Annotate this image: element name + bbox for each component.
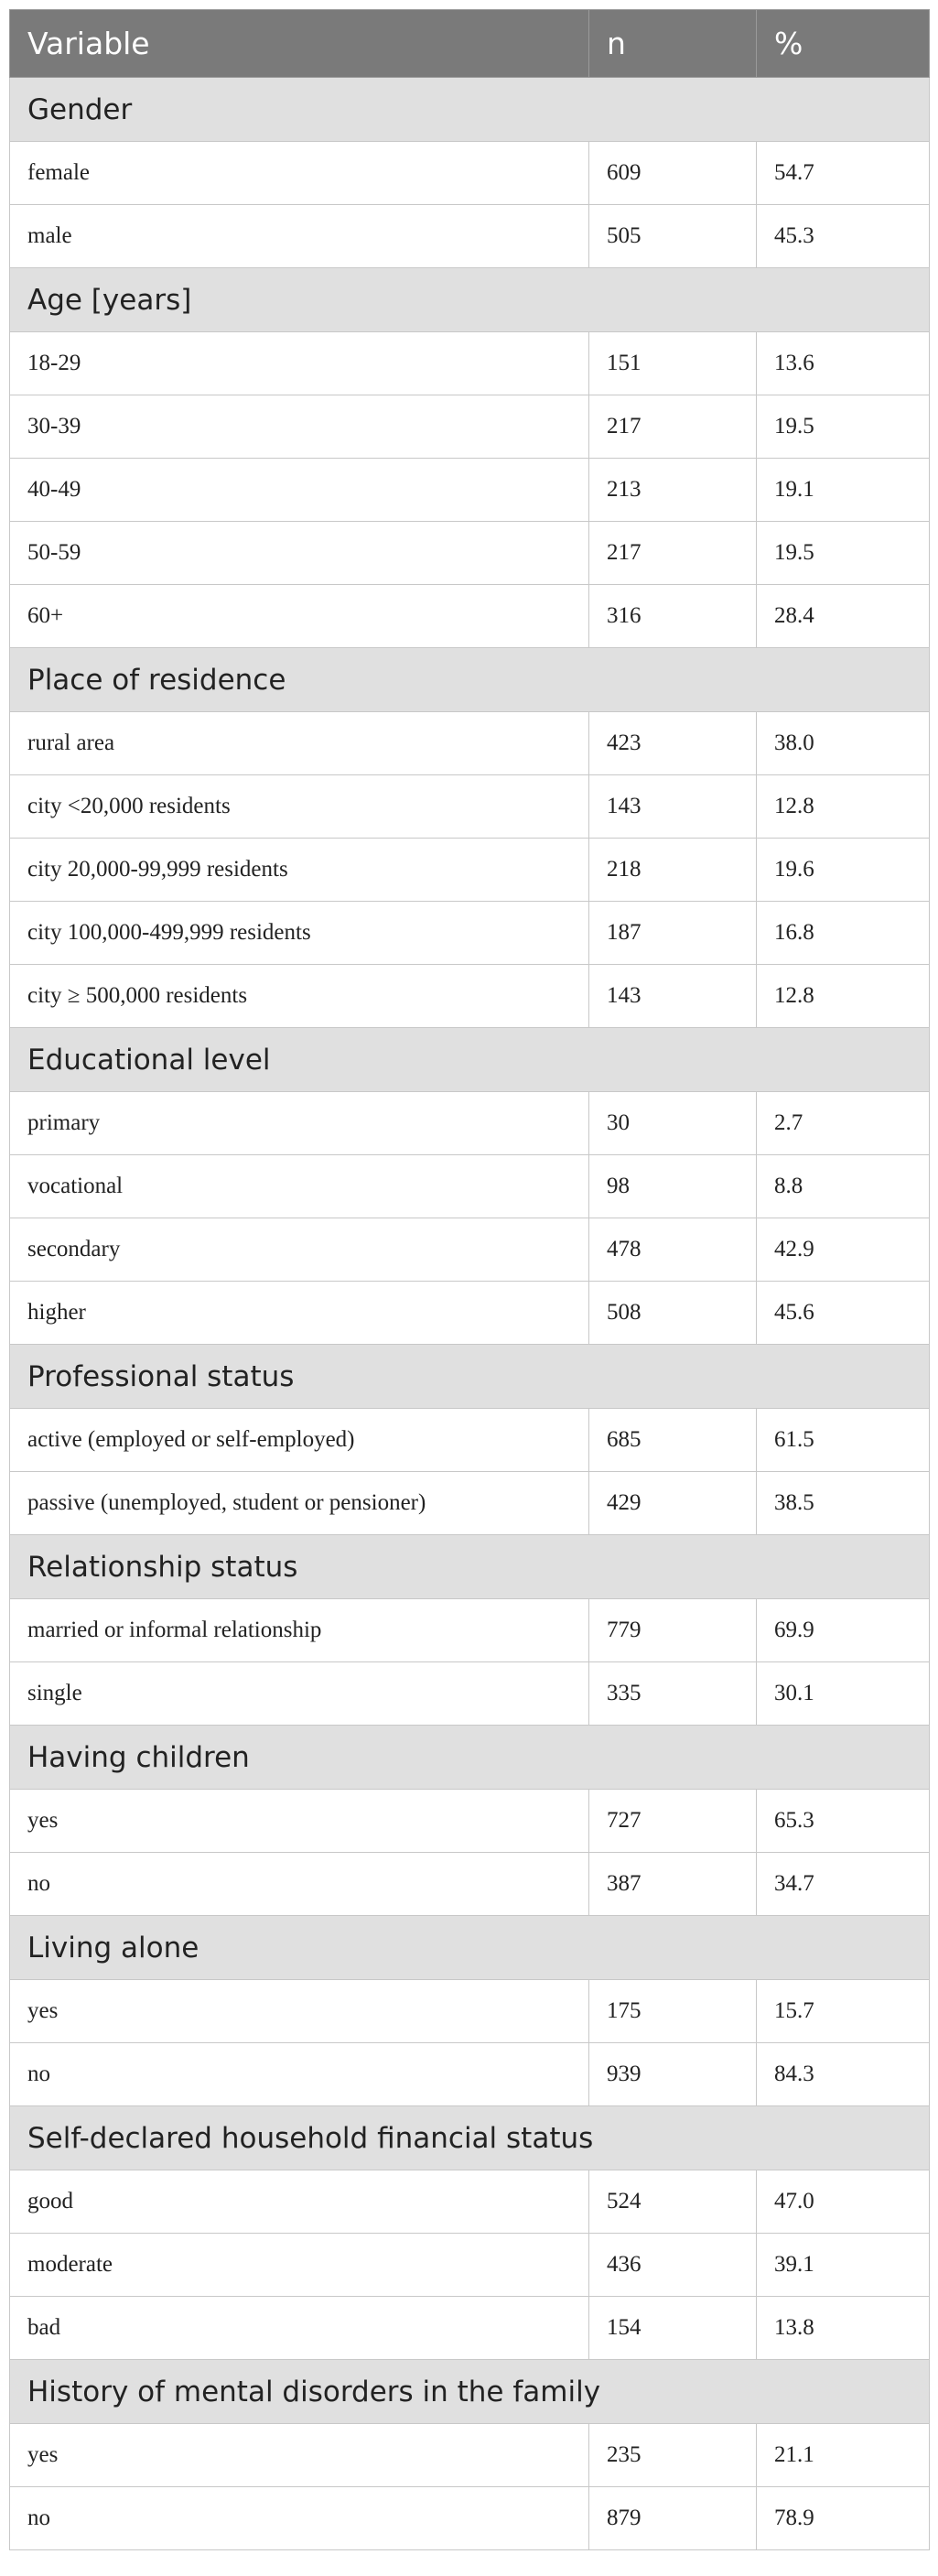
cell-variable: no — [10, 2487, 589, 2550]
section-title: Self-declared household financial status — [10, 2106, 930, 2170]
section-row — [10, 1726, 930, 1790]
cell-percent: 34.7 — [757, 1853, 930, 1916]
table-row — [10, 965, 930, 1028]
cell-n: 213 — [589, 459, 757, 522]
cell-variable: bad — [10, 2297, 589, 2360]
table-row — [10, 2424, 930, 2487]
cell-variable: city 20,000-99,999 residents — [10, 839, 589, 902]
cell-percent: 19.5 — [757, 522, 930, 585]
cell-n: 143 — [589, 775, 757, 839]
section-title: Educational level — [10, 1028, 930, 1092]
header-n: n — [589, 10, 757, 78]
cell-percent: 84.3 — [757, 2043, 930, 2106]
cell-n: 685 — [589, 1409, 757, 1472]
cell-n: 98 — [589, 1155, 757, 1218]
section-title: History of mental disorders in the family — [10, 2360, 930, 2424]
table-row — [10, 1662, 930, 1726]
section-title: Gender — [10, 78, 930, 142]
section-row — [10, 1535, 930, 1599]
cell-n: 429 — [589, 1472, 757, 1535]
cell-n: 187 — [589, 902, 757, 965]
table-row — [10, 1218, 930, 1282]
table-row — [10, 1409, 930, 1472]
cell-percent: 8.8 — [757, 1155, 930, 1218]
table-row — [10, 395, 930, 459]
cell-percent: 19.6 — [757, 839, 930, 902]
cell-variable: city 100,000-499,999 residents — [10, 902, 589, 965]
section-title: Age [years] — [10, 268, 930, 332]
table-row — [10, 2170, 930, 2234]
cell-percent: 39.1 — [757, 2234, 930, 2297]
cell-variable: male — [10, 205, 589, 268]
cell-n: 218 — [589, 839, 757, 902]
cell-variable: 50-59 — [10, 522, 589, 585]
cell-variable: no — [10, 2043, 589, 2106]
table-row — [10, 1092, 930, 1155]
cell-n: 387 — [589, 1853, 757, 1916]
table-row — [10, 205, 930, 268]
cell-variable: city <20,000 residents — [10, 775, 589, 839]
table-row — [10, 1155, 930, 1218]
cell-variable: secondary — [10, 1218, 589, 1282]
cell-percent: 45.6 — [757, 1282, 930, 1345]
cell-n: 436 — [589, 2234, 757, 2297]
cell-variable: passive (unemployed, student or pensioner) — [10, 1472, 589, 1535]
header-percent: % — [757, 10, 930, 78]
cell-n: 235 — [589, 2424, 757, 2487]
table-row — [10, 142, 930, 205]
cell-percent: 15.7 — [757, 1980, 930, 2043]
cell-percent: 13.6 — [757, 332, 930, 395]
table-row — [10, 1472, 930, 1535]
cell-percent: 19.5 — [757, 395, 930, 459]
cell-percent: 65.3 — [757, 1790, 930, 1853]
cell-n: 779 — [589, 1599, 757, 1662]
cell-n: 217 — [589, 395, 757, 459]
cell-percent: 69.9 — [757, 1599, 930, 1662]
section-row — [10, 1028, 930, 1092]
table-row — [10, 2487, 930, 2550]
cell-percent: 13.8 — [757, 2297, 930, 2360]
header-variable: Variable — [10, 10, 589, 78]
section-title: Professional status — [10, 1345, 930, 1409]
cell-n: 175 — [589, 1980, 757, 2043]
table-row — [10, 1599, 930, 1662]
section-title: Living alone — [10, 1916, 930, 1980]
cell-percent: 78.9 — [757, 2487, 930, 2550]
cell-n: 609 — [589, 142, 757, 205]
table-row — [10, 1282, 930, 1345]
demographics-table — [9, 9, 930, 2550]
cell-variable: 60+ — [10, 585, 589, 648]
table-row — [10, 2234, 930, 2297]
cell-variable: single — [10, 1662, 589, 1726]
section-row — [10, 2360, 930, 2424]
cell-n: 727 — [589, 1790, 757, 1853]
cell-percent: 16.8 — [757, 902, 930, 965]
section-title: Place of residence — [10, 648, 930, 712]
cell-variable: 40-49 — [10, 459, 589, 522]
table-row — [10, 2043, 930, 2106]
cell-variable: rural area — [10, 712, 589, 775]
table-body — [10, 78, 930, 2550]
table-row — [10, 2297, 930, 2360]
cell-variable: active (employed or self-employed) — [10, 1409, 589, 1472]
cell-percent: 30.1 — [757, 1662, 930, 1726]
cell-percent: 38.0 — [757, 712, 930, 775]
cell-n: 316 — [589, 585, 757, 648]
cell-percent: 61.5 — [757, 1409, 930, 1472]
cell-n: 508 — [589, 1282, 757, 1345]
section-row — [10, 648, 930, 712]
cell-variable: primary — [10, 1092, 589, 1155]
cell-n: 143 — [589, 965, 757, 1028]
cell-variable: moderate — [10, 2234, 589, 2297]
table-row — [10, 1980, 930, 2043]
cell-variable: married or informal relationship — [10, 1599, 589, 1662]
section-row — [10, 78, 930, 142]
cell-variable: no — [10, 1853, 589, 1916]
cell-variable: vocational — [10, 1155, 589, 1218]
cell-n: 478 — [589, 1218, 757, 1282]
cell-n: 505 — [589, 205, 757, 268]
cell-percent: 47.0 — [757, 2170, 930, 2234]
table-row — [10, 522, 930, 585]
cell-percent: 54.7 — [757, 142, 930, 205]
cell-n: 151 — [589, 332, 757, 395]
section-row — [10, 268, 930, 332]
cell-percent: 21.1 — [757, 2424, 930, 2487]
cell-n: 154 — [589, 2297, 757, 2360]
section-row — [10, 2106, 930, 2170]
header-row — [10, 10, 930, 78]
cell-n: 217 — [589, 522, 757, 585]
cell-variable: female — [10, 142, 589, 205]
cell-n: 335 — [589, 1662, 757, 1726]
cell-variable: good — [10, 2170, 589, 2234]
cell-variable: yes — [10, 1790, 589, 1853]
cell-variable: 30-39 — [10, 395, 589, 459]
cell-variable: 18-29 — [10, 332, 589, 395]
table-row — [10, 775, 930, 839]
cell-n: 524 — [589, 2170, 757, 2234]
cell-percent: 42.9 — [757, 1218, 930, 1282]
table-row — [10, 1853, 930, 1916]
table-header — [10, 10, 930, 78]
table-row — [10, 902, 930, 965]
cell-percent: 2.7 — [757, 1092, 930, 1155]
cell-n: 879 — [589, 2487, 757, 2550]
table-row — [10, 332, 930, 395]
section-title: Relationship status — [10, 1535, 930, 1599]
table-row — [10, 839, 930, 902]
cell-n: 939 — [589, 2043, 757, 2106]
cell-variable: city ≥ 500,000 residents — [10, 965, 589, 1028]
table-row — [10, 712, 930, 775]
table-row — [10, 459, 930, 522]
cell-variable: yes — [10, 2424, 589, 2487]
cell-percent: 19.1 — [757, 459, 930, 522]
cell-percent: 28.4 — [757, 585, 930, 648]
cell-percent: 12.8 — [757, 965, 930, 1028]
table-row — [10, 585, 930, 648]
section-row — [10, 1916, 930, 1980]
cell-percent: 45.3 — [757, 205, 930, 268]
section-title: Having children — [10, 1726, 930, 1790]
cell-percent: 12.8 — [757, 775, 930, 839]
cell-variable: yes — [10, 1980, 589, 2043]
section-row — [10, 1345, 930, 1409]
demographics-table-container — [9, 9, 929, 2550]
cell-variable: higher — [10, 1282, 589, 1345]
cell-n: 423 — [589, 712, 757, 775]
cell-percent: 38.5 — [757, 1472, 930, 1535]
cell-n: 30 — [589, 1092, 757, 1155]
table-row — [10, 1790, 930, 1853]
